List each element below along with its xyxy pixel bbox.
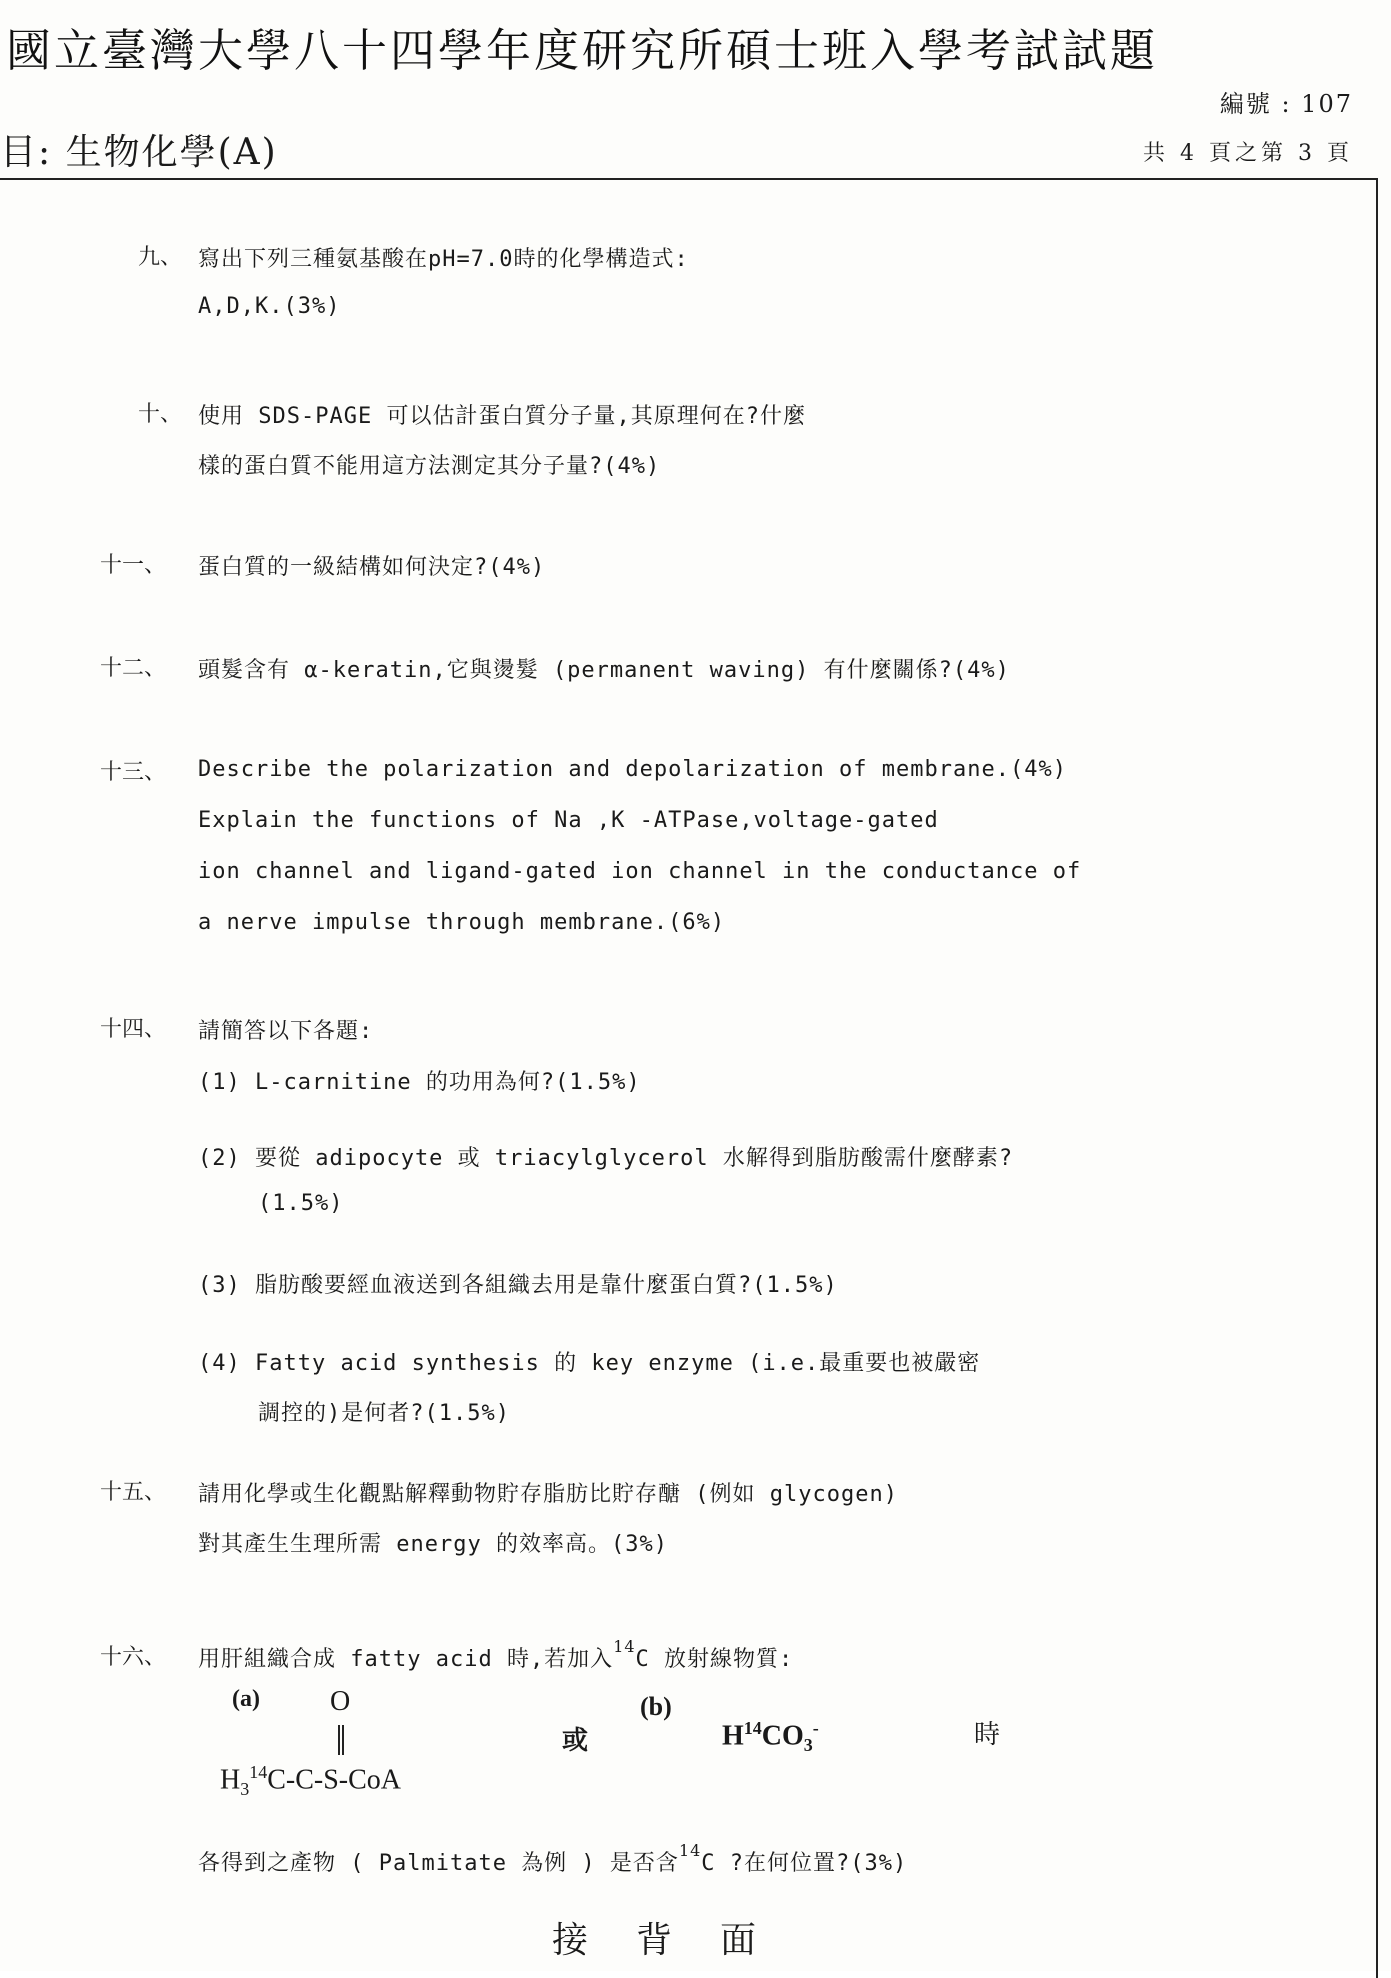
question-text: C 放射線物質:: [635, 1647, 794, 1672]
subitem-line: (2) 要從 adipocyte 或 triacylglycerol 水解得到脂肪酸需什麼酵素?: [198, 1146, 1014, 1171]
question-number: 十三、: [100, 760, 167, 785]
subitem-line: 調控的)是何者?(1.5%): [258, 1401, 510, 1426]
question-line: [198, 1840, 908, 1877]
question-number: 十六、: [100, 1645, 167, 1670]
continue-on-back-note: 接背面: [552, 1920, 805, 1961]
question-number: 十一、: [100, 553, 167, 578]
question-line: A,D,K.(3%): [198, 294, 341, 319]
exam-title: 國立臺灣大學八十四學年度研究所碩士班入學考試試題: [6, 24, 1159, 77]
exam-code: 編號 : 107: [1219, 90, 1353, 118]
question-line: 請簡答以下各題:: [198, 1019, 374, 1044]
subitem-line: (1.5%): [258, 1191, 344, 1216]
page-info: 共 4 頁之第 3 頁: [1143, 141, 1353, 166]
double-bond-icon: [338, 1725, 344, 1755]
question-line: [198, 1636, 794, 1673]
question-line: 使用 SDS-PAGE 可以估計蛋白質分子量,其原理何在?什麼: [198, 404, 806, 429]
question-text: C ?在何位置?(3%): [701, 1851, 908, 1876]
carbonyl-oxygen: O: [330, 1686, 351, 1717]
question-number: 十五、: [100, 1480, 167, 1505]
question-line: 樣的蛋白質不能用這方法測定其分子量?(4%): [198, 454, 661, 479]
subitem-line: (1) L-carnitine 的功用為何?(1.5%): [198, 1070, 641, 1095]
subitem-line: (3) 脂肪酸要經血液送到各組織去用是靠什麼蛋白質?(1.5%): [198, 1273, 838, 1298]
isotope-mass: 14: [613, 1636, 636, 1656]
question-text: 用肝組織合成 fatty acid 時,若加入: [198, 1647, 614, 1672]
question-line: a nerve impulse through membrane.(6%): [198, 910, 726, 935]
question-number: 十、: [138, 402, 183, 427]
isotope-mass: 14: [678, 1840, 702, 1860]
question-line: 寫出下列三種氨基酸在pH=7.0時的化學構造式:: [198, 247, 689, 272]
structure-b-formula: $H^{14}CO_3^-$: [722, 1718, 819, 1755]
question-line: 請用化學或生化觀點解釋動物貯存脂肪比貯存醣 (例如 glycogen): [198, 1482, 898, 1507]
question-number: 十二、: [100, 656, 167, 681]
question-number: 十四、: [100, 1017, 167, 1042]
question-line: 蛋白質的一級結構如何決定?(4%): [198, 555, 546, 580]
structure-b-label: (b): [640, 1692, 672, 1721]
structure-a-label: (a): [232, 1686, 260, 1712]
question-number: 九、: [138, 245, 183, 270]
question-line: Explain the functions of Na ,K -ATPase,voltage-gated: [198, 808, 939, 833]
question-line: 頭髮含有 α-keratin,它與燙髮 (permanent waving) 有什麼關係?(4%): [198, 658, 1010, 683]
question-line: 對其產生生理所需 energy 的效率高。(3%): [198, 1532, 668, 1557]
when-word: 時: [974, 1720, 1001, 1749]
structure-a-formula: $H_3^{14}C-C-S$-CoA: [220, 1762, 402, 1799]
question-text: 各得到之產物 ( Palmitate 為例 ) 是否含: [198, 1851, 679, 1876]
subitem-line: (4) Fatty acid synthesis 的 key enzyme (i.e.最重要也被嚴密: [198, 1351, 981, 1376]
exam-subject: 目: 生物化學(A): [0, 132, 278, 173]
or-word: 或: [562, 1726, 589, 1755]
question-line: ion channel and ligand-gated ion channel in the conductance of: [198, 859, 1082, 884]
question-line: Describe the polarization and depolarization of membrane.(4%): [198, 757, 1067, 782]
